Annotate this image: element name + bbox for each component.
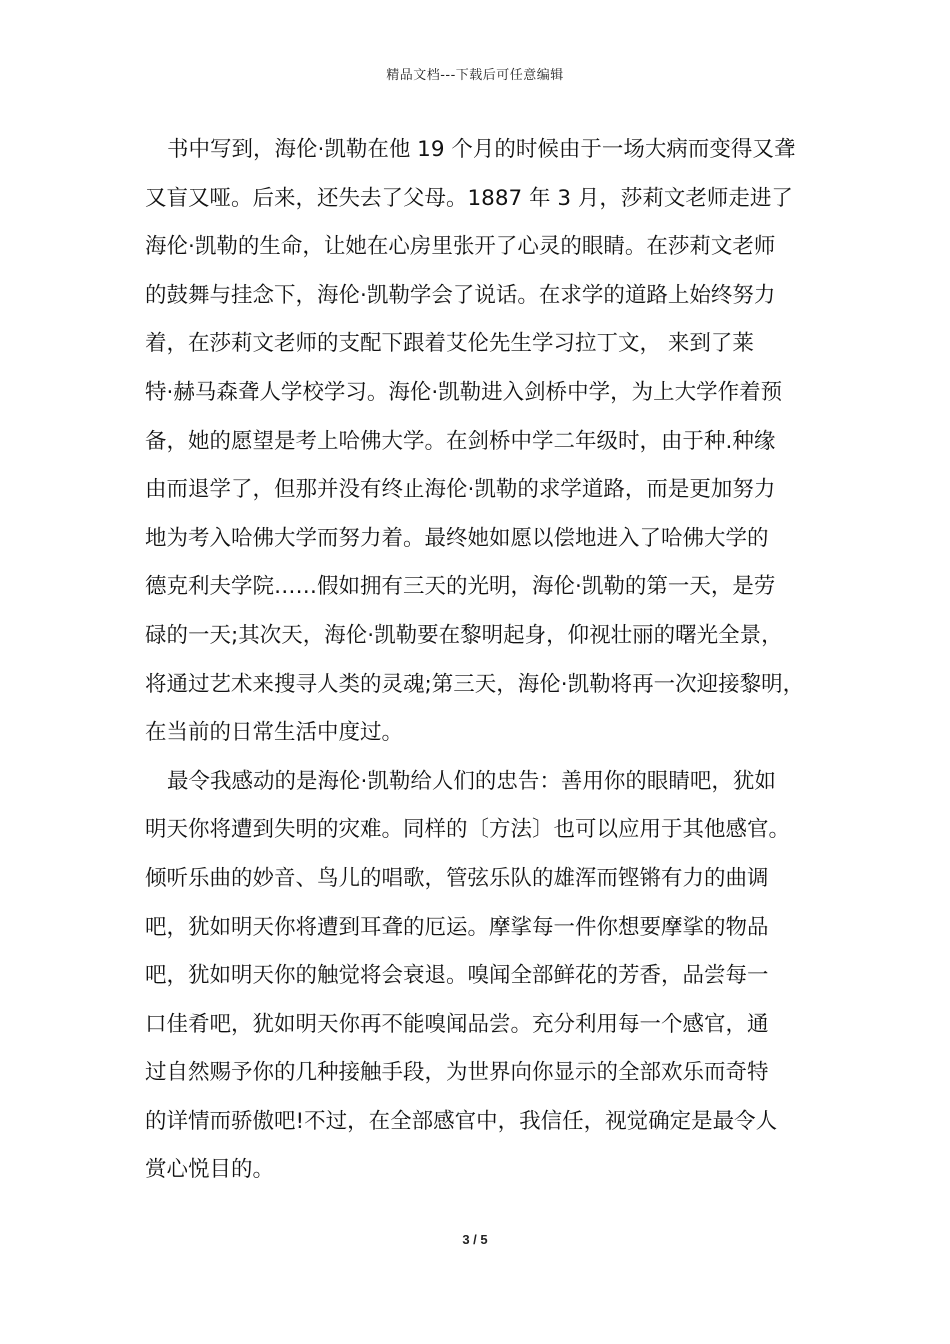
document-body	[145, 126, 821, 1195]
text-line: 的鼓舞与挂念下，海伦·凯勒学会了说话。在求学的道路上始终努力	[145, 282, 776, 308]
text-line: 由而退学了，但那并没有终止海伦·凯勒的求学道路，而是更加努力	[145, 477, 776, 503]
text-line: 书中写到，海伦·凯勒在他 19 个月的时候由于一场大病而变得又聋	[167, 137, 796, 162]
page-number: 3 / 5	[462, 1232, 488, 1247]
text-line: 将通过艺术来搜寻人类的灵魂;第三天，海伦·凯勒将再一次迎接黎明，	[145, 671, 805, 697]
text-line: 着，在莎莉文老师的支配下跟着艾伦先生学习拉丁文， 来到了莱	[145, 331, 754, 357]
text-line: 明天你将遭到失明的灾难。同样的〔方法〕也可以应用于其他感官。	[145, 817, 791, 843]
text-line: 备，她的愿望是考上哈佛大学。在剑桥中学二年级时，由于种.种缘	[145, 428, 776, 454]
page-header: 精品文档---下载后可任意编辑	[386, 68, 564, 83]
text-line: 口佳肴吧，犹如明天你再不能嗅闻品尝。充分利用每一个感官，通	[145, 1011, 769, 1037]
paragraph-2	[145, 758, 821, 1195]
text-line: 德克利夫学院……假如拥有三天的光明，海伦·凯勒的第一天，是劳	[145, 574, 776, 600]
text-line: 赏心悦目的。	[145, 1157, 275, 1183]
paragraph-1	[145, 126, 821, 758]
text-line: 倾听乐曲的妙音、鸟儿的唱歌，管弦乐队的雄浑而铿锵有力的曲调	[145, 865, 769, 891]
text-line: 又盲又哑。后来，还失去了父母。1887 年 3 月，莎莉文老师走进了	[145, 185, 793, 211]
text-line: 的详情而骄傲吧!不过，在全部感官中，我信任，视觉确定是最令人	[145, 1108, 778, 1134]
text-line: 过自然赐予你的几种接触手段，为世界向你显示的全部欢乐而奇特	[145, 1060, 769, 1086]
text-line: 吧，犹如明天你的触觉将会衰退。嗅闻全部鲜花的芳香，品尝每一	[145, 963, 769, 989]
text-line: 吧，犹如明天你将遭到耳聋的厄运。摩挲每一件你想要摩挲的物品	[145, 914, 769, 940]
text-line: 最令我感动的是海伦·凯勒给人们的忠告：善用你的眼睛吧，犹如	[167, 768, 776, 794]
text-line: 在当前的日常生活中度过。	[145, 720, 404, 746]
text-line: 地为考入哈佛大学而努力着。最终她如愿以偿地进入了哈佛大学的	[145, 525, 769, 551]
text-line: 碌的一天;其次天，海伦·凯勒要在黎明起身，仰视壮丽的曙光全景，	[145, 622, 783, 648]
text-line: 海伦·凯勒的生命，让她在心房里张开了心灵的眼睛。在莎莉文老师	[145, 234, 776, 260]
text-line: 特·赫马森聋人学校学习。海伦·凯勒进入剑桥中学，为上大学作着预	[145, 379, 783, 405]
